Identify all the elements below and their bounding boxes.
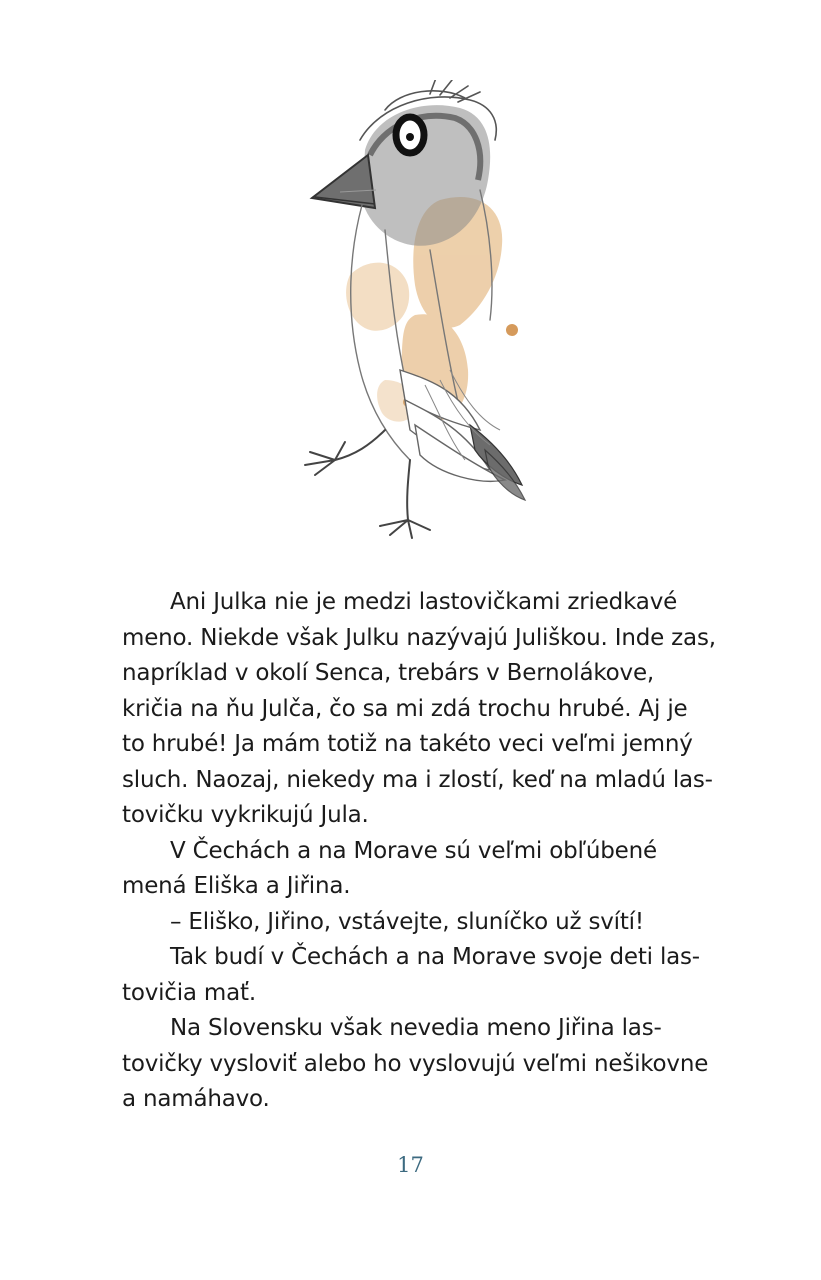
text-line: Tak budí v Čechách a na Morave svoje deti las- bbox=[170, 944, 700, 970]
body-text bbox=[122, 585, 716, 1118]
text-line: V Čechách a na Morave sú veľmi obľúbené bbox=[170, 837, 657, 864]
text-line: kričia na ňu Julča, čo sa mi zdá trochu hrubé. Aj je bbox=[122, 695, 688, 722]
text-line: Na Slovensku však nevedia meno Jiřina las- bbox=[170, 1015, 662, 1041]
page-number: 17 bbox=[397, 1153, 424, 1177]
text-line: tovičky vysloviť alebo ho vyslovujú veľmi nešikovne bbox=[122, 1050, 709, 1077]
text-line: a namáhavo. bbox=[122, 1086, 270, 1112]
text-line: Ani Julka nie je medzi lastovičkami zriedkavé bbox=[170, 589, 678, 615]
text-line: tovičku vykrikujú Jula. bbox=[122, 802, 369, 828]
text-line: napríklad v okolí Senca, trebárs v Bernolákove, bbox=[122, 660, 655, 686]
text-line: – Eliško, Jiřino, vstávejte, sluníčko už svítí! bbox=[170, 908, 644, 935]
text-line: sluch. Naozaj, niekedy ma i zlostí, keď na mladú las- bbox=[122, 766, 713, 793]
text-line: mená Eliška a Jiřina. bbox=[122, 873, 351, 899]
text-line: meno. Niekde však Julku nazývajú Juliškou. Inde zas, bbox=[122, 624, 716, 651]
text-line: tovičia mať. bbox=[122, 979, 256, 1006]
swallow-bird-drawing-icon bbox=[290, 80, 550, 540]
text-line: to hrubé! Ja mám totiž na takéto veci veľmi jemný bbox=[122, 731, 693, 757]
